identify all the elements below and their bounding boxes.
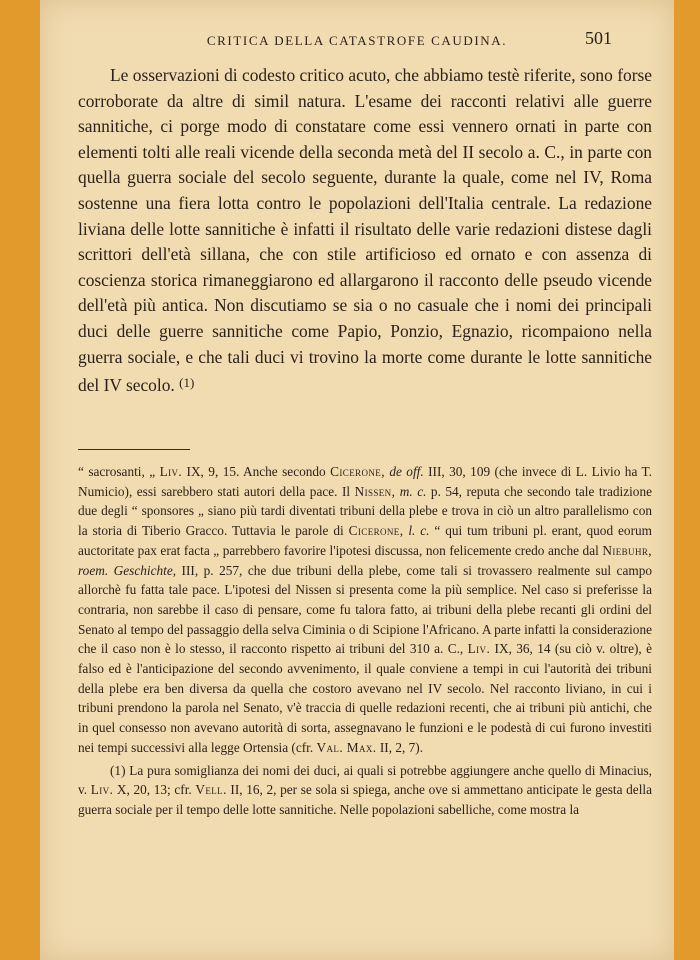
citation-author: Cicerone, — [348, 523, 404, 539]
page-header — [40, 30, 674, 54]
citation-author: Vell. — [195, 782, 227, 798]
note-text: II, 2, 7). — [376, 739, 424, 755]
note-text: La pura somiglianza dei nomi dei duci, ai quali si potrebbe aggiungere anche quello di Minacius, v. — [78, 762, 652, 798]
footnotes — [78, 462, 652, 820]
footnote-marker: (1) — [110, 762, 126, 778]
page-number: 501 — [585, 28, 612, 48]
body-paragraph — [78, 63, 652, 399]
note-text: X, 20, 13; cfr. — [113, 782, 196, 798]
footnote-reference: (1) — [179, 375, 195, 391]
citation-author: Cicerone, — [330, 464, 385, 479]
note-text: “ qui tum tribuni pl. erant, quod eorum auctoritate pax erat facta „ parrebbero favorire l'ipotesi discussa, non felicemente credo anche dal — [78, 523, 652, 558]
note-text: p. 54, reputa che secondo tale tradizione due degli “ sponsores „ siano più tardi diventati tribuni della plebe e trova in ciò un altro parallelismo con la storia di Tiberio Gracco. Tuttavia le parole di — [78, 483, 652, 539]
main-text — [78, 63, 652, 399]
citation-author: Liv. — [467, 641, 491, 657]
note-text: III, 30, 109 (che invece di L. Livio ha T. Numicio), essi sarebbero stati autori della pace. Il — [78, 464, 652, 499]
note-text: IX, 36, 14 (su ciò v. oltre), è falso ed è l'anticipazione del secondo avvenimento, il quale conviene a tempi in cui l'autorità dei tribuni della plebe era ben diversa da quella che costoro avevano nel IV secolo. Nel racconto liviano, in cui i tribuni prendono la parola nel Senato, v'è traccia di quelle redazioni recenti, che ai tribuni più antichi, che in quel consesso non avevano autorità di sorta, assegnavano le funzioni e le podestà di cui furono investiti nei tempi successivi alla legge Ortensia (cfr. — [78, 641, 652, 755]
citation-author: Val. Max. — [316, 739, 377, 755]
citation-author: Niebuhr, — [602, 542, 652, 558]
citation-title: m. c. — [395, 483, 427, 499]
body-paragraph-text: Le osservazioni di codesto critico acuto, che abbiamo testè riferite, sono forse corroborate da altre di simil natura. L'esame dei racconti relativi alle guerre sannitiche, ci porge modo di constatare come essi vennero ornati in parte con elementi tolti alle reali vicende della seconda metà del II secolo a. C., in parte con quella guerra sociale del secolo seguente, durante la quale, come nel IV, Roma sostenne una fiera lotta contro le popolazioni dell'Italia centrale. La redazione liviana delle lotte sannitiche è infatti il risultato delle varie redazioni distese dagli scrittori dell'età sillana, che con stile artificioso ed ornato e con assenza di coscienza storica rimaneggiarono ed allargarono il racconto delle pseudo vicende dell'età più antica. Non discutiamo se sia o no casuale che i nomi dei principali duci delle guerre sannitiche come Papio, Ponzio, Egnazio, ricompaiono nella guerra sociale, e che tali duci vi trovino la morte come durante le lotte sannitiche del IV secolo. — [78, 65, 652, 396]
citation-author: Liv. — [159, 464, 183, 479]
citation-author: Liv. — [90, 782, 114, 798]
citation-title: l. c. — [403, 523, 430, 539]
citation-title: de off. — [384, 464, 424, 479]
footnote-continuation — [78, 462, 652, 758]
citation-title: roem. Geschichte, — [78, 562, 177, 578]
note-text: III, p. 257, che due tribuni della plebe, come tali si trovassero realmente sul campo allorchè fu fatta tale pace. L'ipotesi del Nissen si presenta come la più semplice. Nel caso si preferisse la contraria, non sarebbe il caso di pensare, come fu talora fatto, ai tribuni della plebe recanti gli ordini del Senato al tempo del passaggio della selva Ciminia o di Scipione l'Africano. A parte infatti la considerazione che il caso non è lo stesso, il racconto rispetto ai tribuni del 310 a. C., — [78, 562, 652, 657]
note-text: IX, 9, 15. Anche secondo — [182, 464, 331, 479]
book-page — [40, 0, 674, 960]
footnote-separator — [78, 449, 190, 450]
note-text: II, 16, 2, per se sola si spiega, anche ove si ammettano anticipate le gesta della guerra sociale per il tempo delle lotte sannitiche. Nelle popolazioni sabelliche, come mostra la — [78, 782, 652, 817]
running-title: CRITICA DELLA CATASTROFE CAUDINA. — [206, 33, 508, 48]
citation-author: Nissen, — [354, 483, 396, 499]
note-text: “ sacrosanti, „ — [78, 464, 160, 479]
footnote-1 — [78, 761, 652, 820]
